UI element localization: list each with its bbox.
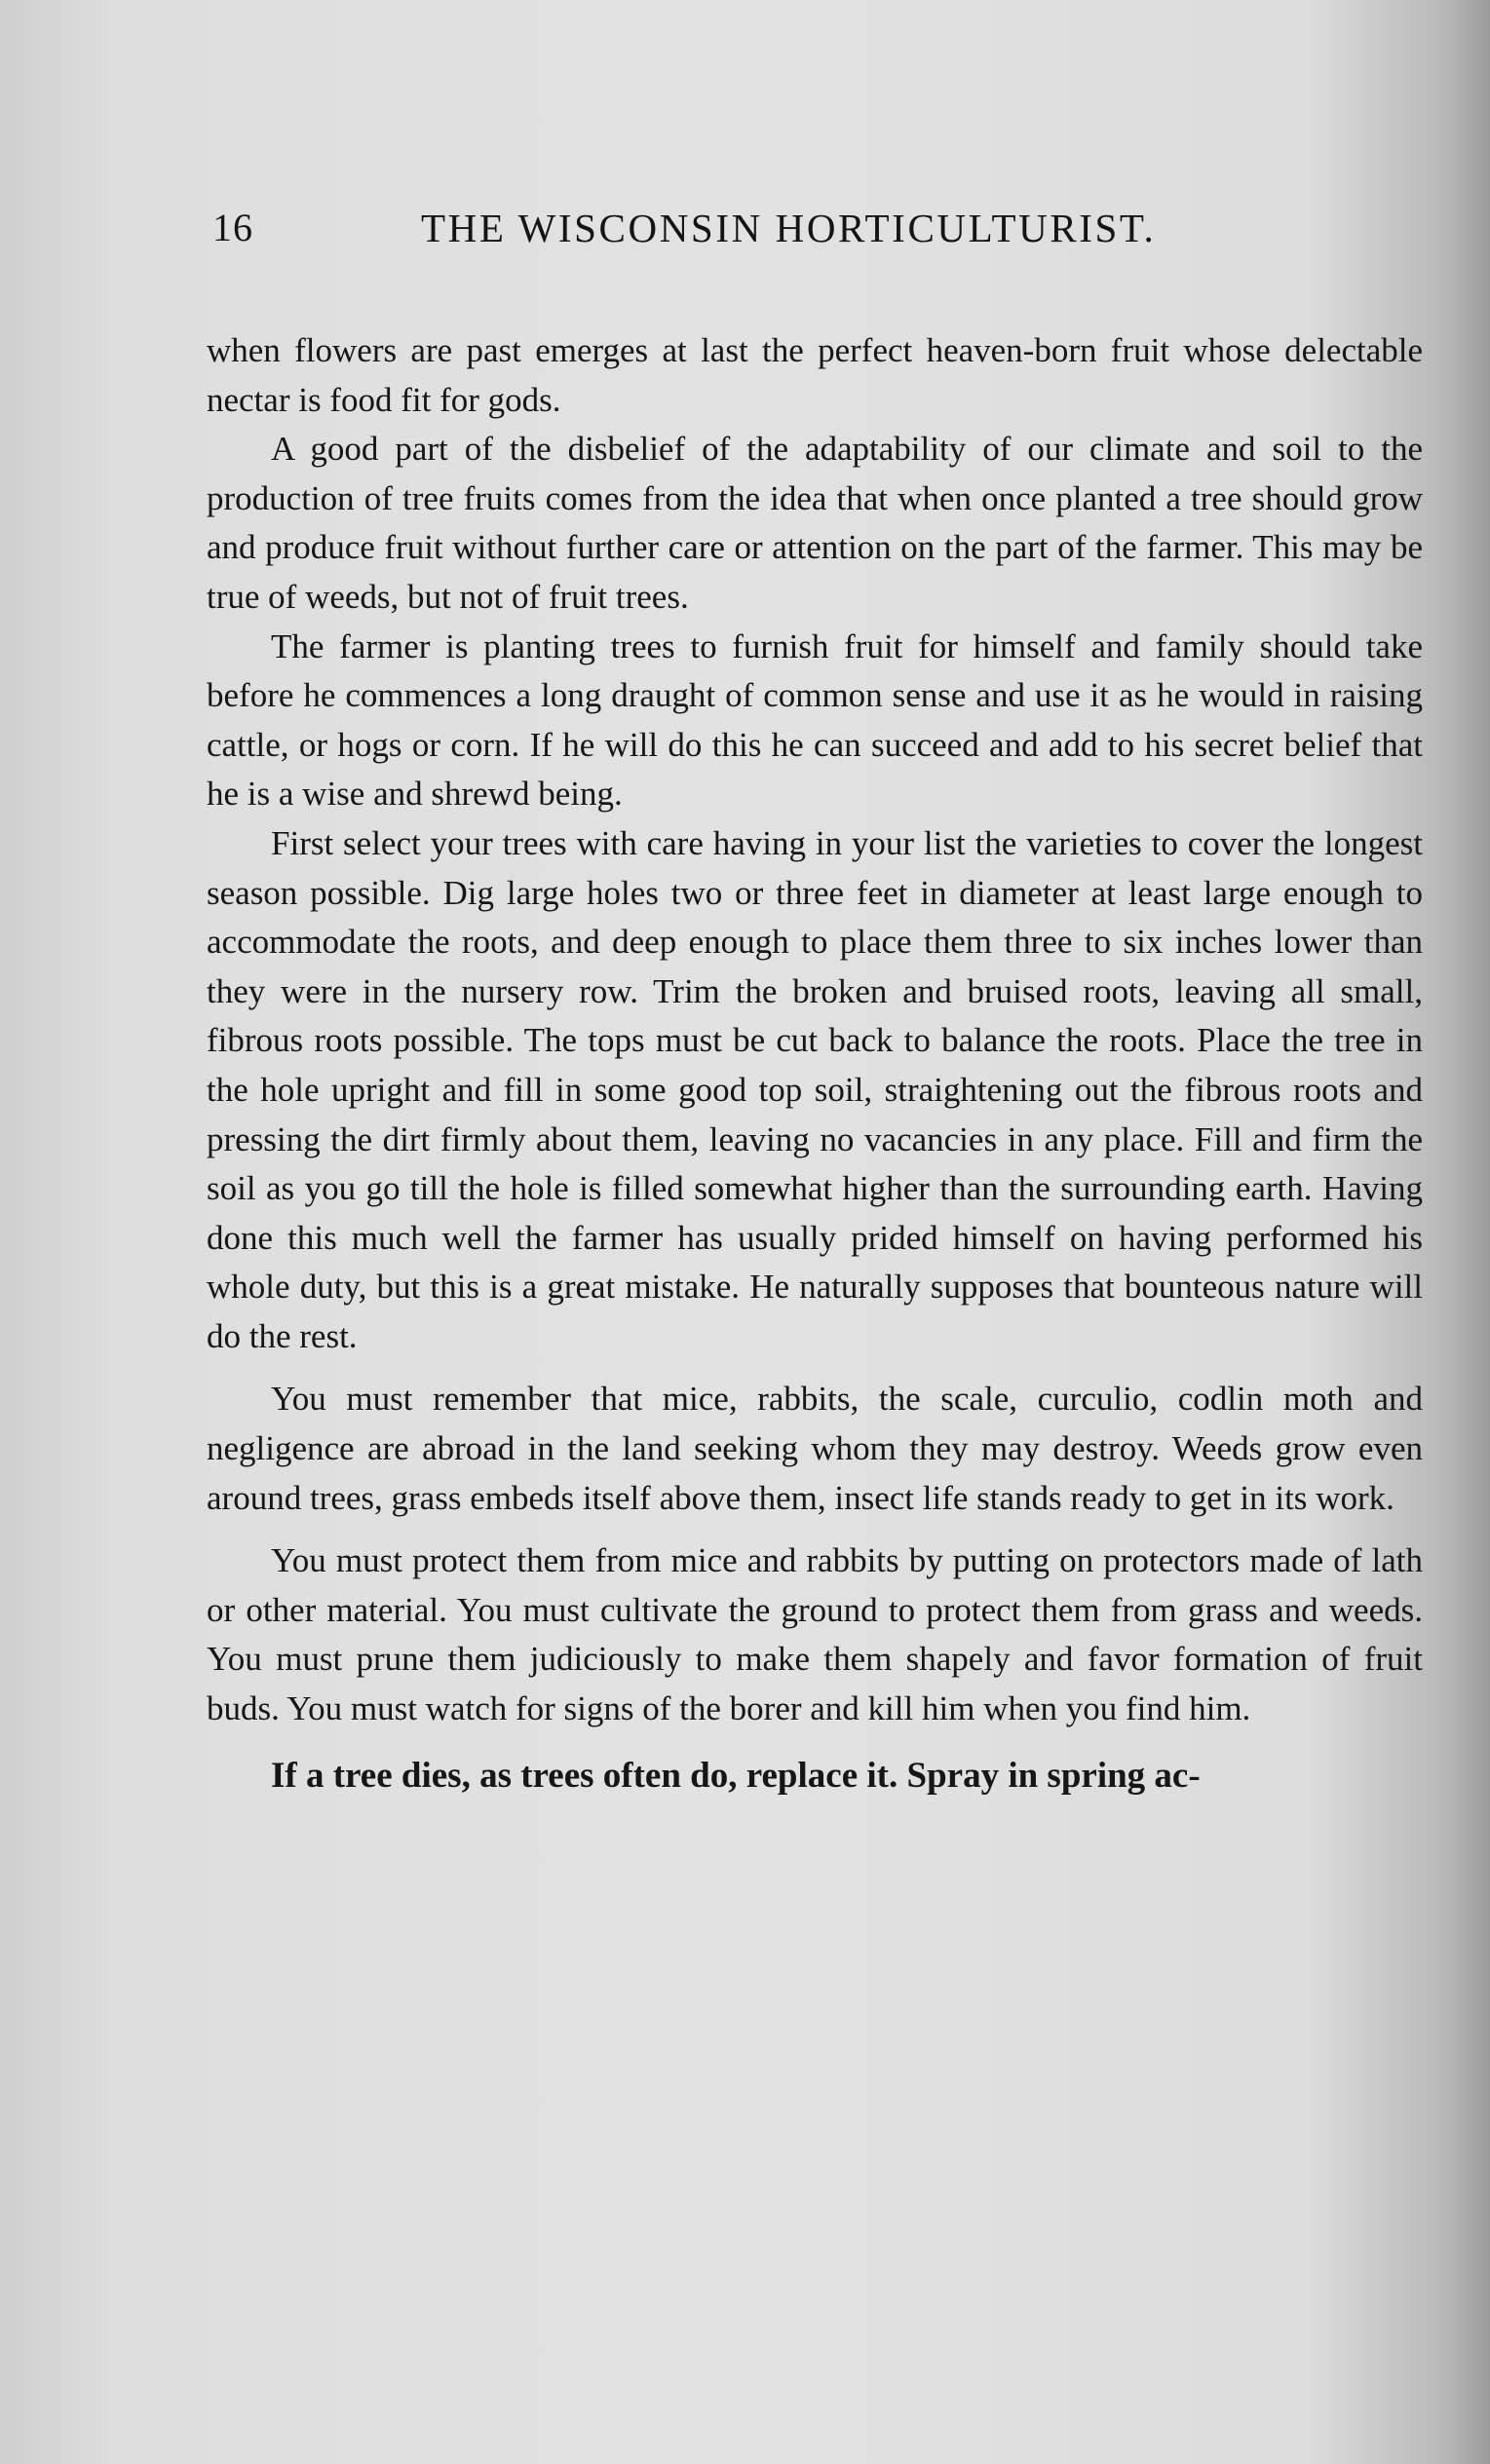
paragraph-4: First select your trees with care having in your list the varieties to cover the longest season possible. Dig large holes two or three feet in diameter at least large enough to accommodate the roots, and deep enough to place them three to six inches lower than they were in the nursery row. Trim the broken and bruised roots, leaving all small, fibrous roots possible. The tops must be cut back to balance the roots. Place the tree in the hole upright and fill in some good top soil, straightening out the fibrous roots and pressing the dirt firmly about them, leaving no vacancies in any place. Fill and firm the soil as you go till the hole is filled somewhat higher than the surrounding earth. Having done this much well the farmer has usually prided himself on having performed his whole duty, but this is a great mistake. He naturally supposes that bounteous nature will do the rest.: [207, 823, 1423, 1355]
journal-title: THE WISCONSIN HORTICULTURIST.: [421, 206, 1157, 250]
running-head: [212, 205, 1226, 263]
paragraph-1: when flowers are past emerges at last the perfect heaven-born fruit whose delectable nectar is food fit for gods.: [207, 331, 1423, 419]
page-number: 16: [212, 206, 253, 249]
body-text: [207, 326, 1423, 1801]
paragraph-3: The farmer is planting trees to furnish fruit for himself and family should take before he commences a long draught of common sense and use it as he would in raising cattle, or hogs or corn. If he will do this he can succeed and add to his secret belief that he is a wise and shrewd being.: [207, 626, 1423, 814]
paragraph-6: You must protect them from mice and rabbits by putting on protectors made of lath or other material. You must cultivate the ground to protect them from grass and weeds. You must prune them judiciously to make them shapely and favor formation of fruit buds. You must watch for signs of the borer and kill him when you find him.: [207, 1541, 1423, 1728]
paragraph-5: You must remember that mice, rabbits, the scale, curculio, codlin moth and negligence are abroad in the land seeking whom they may destroy. Weeds grow even around trees, grass embeds itself above them, insect life stands ready to get in its work.: [207, 1380, 1423, 1517]
paragraph-2: A good part of the disbelief of the adaptability of our climate and soil to the production of tree fruits comes from the idea that when once planted a tree should grow and produce fruit without further care or attention on the part of the farmer. This may be true of weeds, but not of fruit trees.: [207, 430, 1423, 616]
paragraph-7: If a tree dies, as trees often do, replace it. Spray in spring ac-: [271, 1755, 1201, 1796]
